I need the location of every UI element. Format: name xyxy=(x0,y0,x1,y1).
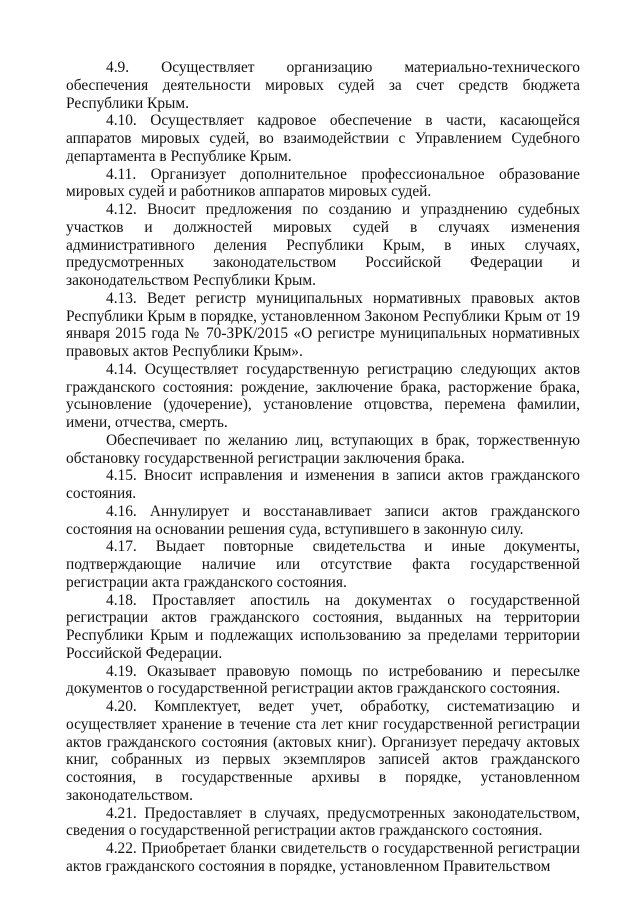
paragraph-4-18: 4.18. Проставляет апостиль на документах о государственной регистрации актов гражданского состояния, выданных на территории Республики Крым и подлежащих использованию за пределами территории Российской Федерации. xyxy=(66,591,580,662)
paragraph-4-21: 4.21. Предоставляет в случаях, предусмотренных законодательством, сведения о государственной регистрации актов гражданского состояния. xyxy=(66,804,580,840)
paragraph-4-13: 4.13. Ведет регистр муниципальных нормативных правовых актов Республики Крым в порядке, установленном Законом Республики Крым от 19 января 2015 года № 70-ЗРК/2015 «О регистре муниципальных нормативных правовых актов Республики Крым». xyxy=(66,289,580,360)
paragraph-4-20: 4.20. Комплектует, ведет учет, обработку, систематизацию и осуществляет хранение в течение ста лет книг государственной регистрации актов гражданского состояния (актовых книг). Организует передачу актовых книг, собранных из первых экземпляров записей актов гражданского состояния, в государственные архивы в порядке, установленном законодательством. xyxy=(66,698,580,804)
paragraph-4-11: 4.11. Организует дополнительное профессиональное образование мировых судей и работников аппаратов мировых судей. xyxy=(66,165,580,201)
paragraph-4-22: 4.22. Приобретает бланки свидетельств о государственной регистрации актов гражданского состояния в порядке, установленном Правительством xyxy=(66,840,580,875)
paragraph-4-15: 4.15. Вносит исправления и изменения в записи актов гражданского состояния. xyxy=(66,467,580,502)
paragraph-4-12: 4.12. Вносит предложения по созданию и упразднению судебных участков и должностей мировых судей в случаях изменения административного деления Республики Крым, в иных случаях, предусмотренных законодательством Российской Федерации и законодательством Республики Крым. xyxy=(66,201,580,289)
paragraph-4-10: 4.10. Осуществляет кадровое обеспечение в части, касающейся аппаратов мировых судей, во взаимодействии с Управлением Судебного департамента в Республике Крым. xyxy=(66,112,580,165)
paragraph-4-14: 4.14. Осуществляет государственную регистрацию следующих актов гражданского состояния: рождение, заключение брака, расторжение брака, усыновление (удочерение), установление отцовства, перемена фамилии, имени, отчества, смерть. xyxy=(66,360,580,431)
paragraph-4-16: 4.16. Аннулирует и восстанавливает записи актов гражданского состояния на основании решения суда, вступившего в законную силу. xyxy=(66,502,580,538)
paragraph-4-17: 4.17. Выдает повторные свидетельства и иные документы, подтверждающие наличие или отсутствие факта государственной регистрации акта гражданского состояния. xyxy=(66,538,580,591)
paragraph-4-9: 4.9. Осуществляет организацию материально-технического обеспечения деятельности мировых судей за счет средств бюджета Республики Крым. xyxy=(66,59,580,112)
paragraph-4-19: 4.19. Оказывает правовую помощь по истребованию и пересылке документов о государственной регистрации актов гражданского состояния. xyxy=(66,662,580,698)
paragraph-4-14-continued: Обеспечивает по желанию лиц, вступающих в брак, торжественную обстановку государственной регистрации заключения брака. xyxy=(66,431,580,467)
